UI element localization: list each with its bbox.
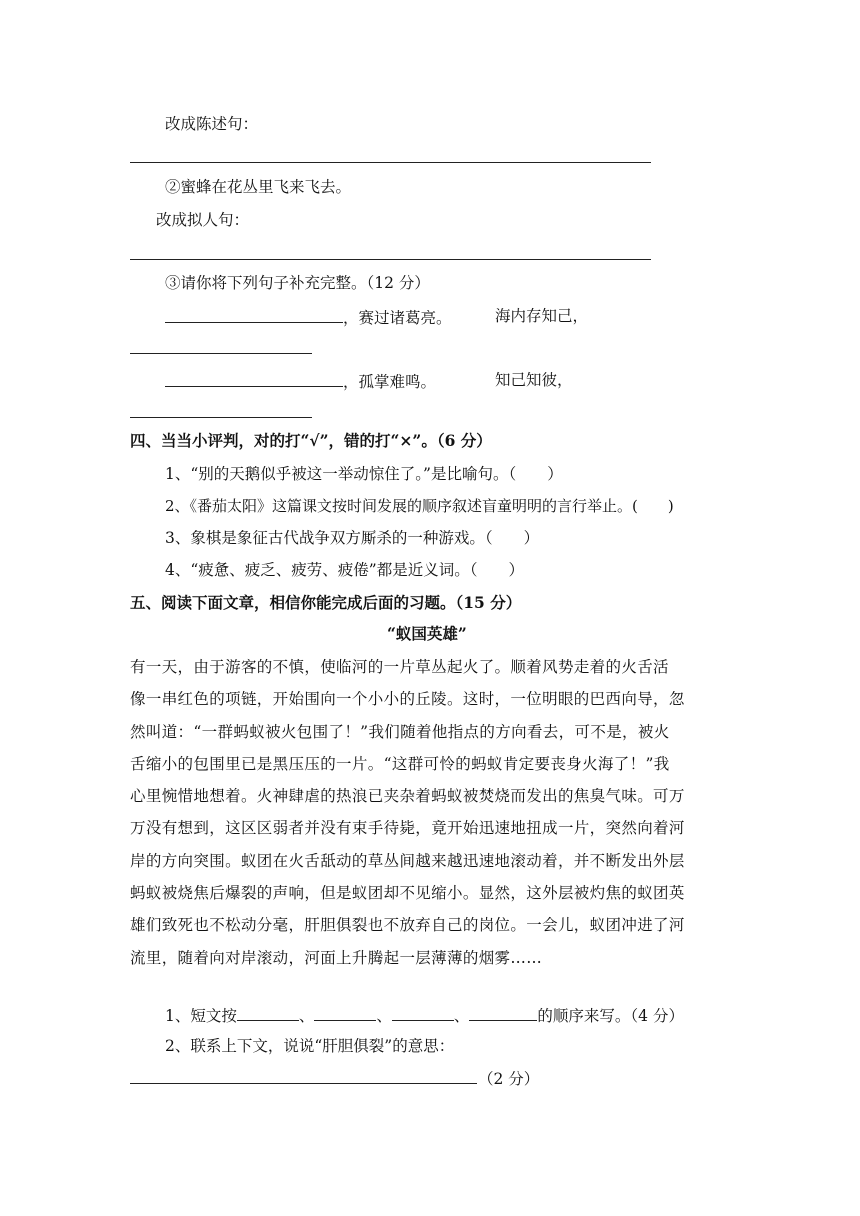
q1-sep: 、	[298, 1007, 315, 1025]
passage-line: 万没有想到，这区区弱者并没有束手待毙，竟开始迅速地扭成一片，突然向着河	[130, 819, 685, 838]
judge-item-2: 2、《番茄太阳》这篇课文按时间发展的顺序叙述盲童明明的言行举止。( )	[165, 497, 674, 515]
q1-suffix: 的顺序来写。（4 分）	[537, 1007, 684, 1025]
q2-answer-line[interactable]	[130, 1083, 477, 1084]
question-1	[165, 1004, 684, 1026]
guzhang-text: ，孤掌难鸣。	[343, 373, 437, 391]
q2-points: （2 分）	[478, 1070, 540, 1088]
bee-sentence: ②蜜蜂在花丛里飞来飞去。	[165, 178, 352, 196]
q1-prefix: 1、短文按	[165, 1007, 237, 1025]
passage-line: 流里，随着向对岸滚动，河面上升腾起一层薄薄的烟雾……	[130, 948, 543, 967]
q1-blank-1[interactable]	[237, 1004, 299, 1021]
blank-haineicunzhiji[interactable]	[130, 353, 312, 354]
zhijizhibi-text: 知己知彼，	[495, 371, 573, 389]
q1-sep: 、	[376, 1007, 392, 1025]
judge-item-3: 3、象棋是象征古代战争双方厮杀的一种游戏。（ ）	[165, 529, 540, 547]
restate-answer-line[interactable]	[130, 162, 651, 163]
zhuge-text: ，赛过诸葛亮。	[343, 309, 452, 327]
judge-item-1: 1、“别的天鹅似乎被这一举动惊住了。”是比喻句。（ ）	[165, 465, 563, 483]
passage-line: 岸的方向突围。蚁团在火舌舐动的草丛间越来越迅速地滚动着，并不断发出外层	[130, 851, 685, 870]
question-2: 2、联系上下文，说说“肝胆俱裂”的意思：	[165, 1037, 455, 1055]
q1-blank-3[interactable]	[392, 1004, 454, 1021]
haineicunzhiji-text: 海内存知己，	[495, 307, 589, 325]
section5-heading: 五、阅读下面文章，相信你能完成后面的习题。（15 分）	[130, 593, 522, 612]
q1-blank-2[interactable]	[314, 1004, 376, 1021]
passage-line: 像一串红色的项链，开始围向一个小小的丘陵。这时，一位明眼的巴西向导，忽	[130, 690, 685, 709]
complete-instruction: ③请你将下列句子补充完整。（12 分）	[165, 274, 430, 292]
passage-line: 心里惋惜地想着。火神肆虐的热浪已夹杂着蚂蚁被焚烧而发出的焦臭气味。可万	[130, 787, 685, 806]
personify-answer-line[interactable]	[130, 259, 651, 260]
blank-guzhang[interactable]	[165, 370, 343, 387]
passage-title: “蚁国英雄”	[387, 624, 467, 643]
passage-line: 蚂蚁被烧焦后爆裂的声响，但是蚁团却不见缩小。显然，这外层被灼焦的蚁团英	[130, 884, 685, 903]
passage-line: 然叫道：“一群蚂蚁被火包围了！”我们随着他指点的方向看去，可不是，被火	[130, 722, 670, 741]
personify-label: 改成拟人句：	[156, 211, 250, 229]
q1-blank-4[interactable]	[469, 1004, 537, 1021]
complete-row-1	[165, 306, 452, 328]
complete-row-2	[165, 370, 436, 392]
passage-line: 舌缩小的包围里已是黑压压的一片。“这群可怜的蚂蚁肯定要丧身火海了！”我	[130, 754, 670, 773]
blank-zhijizhibi[interactable]	[130, 417, 312, 418]
restate-label: 改成陈述句：	[165, 115, 259, 133]
judge-item-4: 4、“疲惫、疲乏、疲劳、疲倦”都是近义词。（ ）	[165, 561, 524, 579]
blank-zhuge[interactable]	[165, 306, 343, 323]
passage-line: 有一天，由于游客的不慎，使临河的一片草丛起火了。顺着风势走着的火舌活	[130, 658, 669, 676]
passage-body	[130, 651, 742, 974]
section4-heading: 四、当当小评判，对的打“√”，错的打“×”。（6 分）	[130, 431, 492, 450]
q1-sep: 、	[453, 1007, 470, 1025]
passage-line: 雄们致死也不松动分毫，肝胆俱裂也不放弃自己的岗位。一会儿，蚁团冲进了河	[130, 916, 685, 935]
